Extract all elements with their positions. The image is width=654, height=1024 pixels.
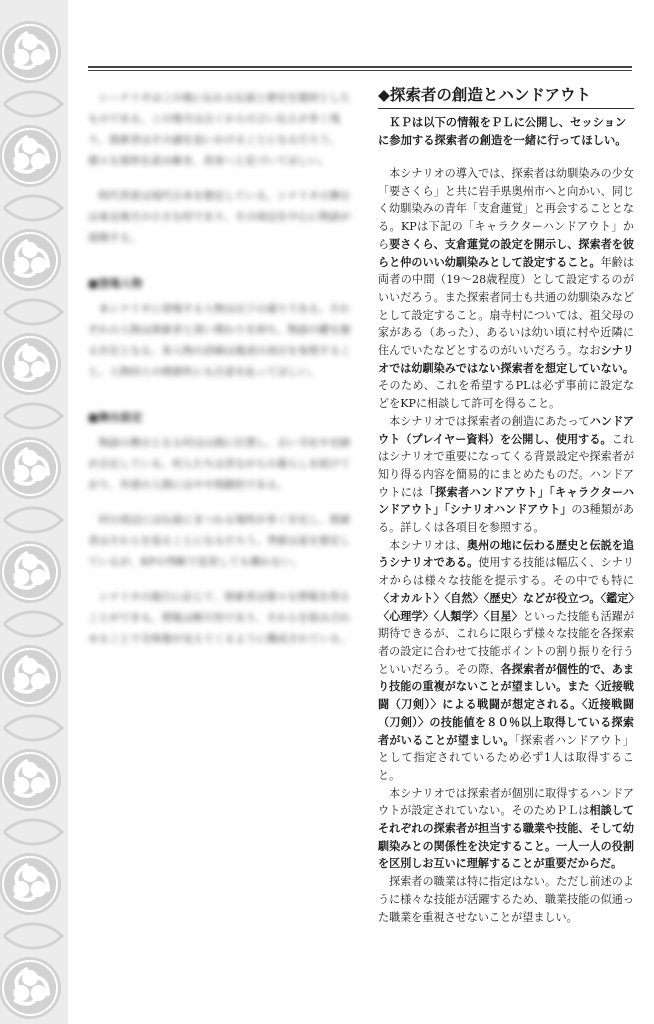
blurred-paragraph: 物語の舞台となる村は山間に位置し、古い寺社や史跡が点在している。村人たちは昔ながらの暮らしを続けており、外部の人間にはやや閉鎖的である。 <box>88 437 351 491</box>
text-run: といった技能も活躍が期待できるが、これらに限らず様々な技能を各探索者の設定に合わせて技能ポイントの割り振りを行うといいだろう。その際、 <box>378 609 634 676</box>
bold-run: 奥州の地に伝わる歴史と伝説を追うシナリオである。 <box>378 538 634 570</box>
bold-run: 要さくら、支倉蓮覚の設定を開示し、探索者を彼らと仲のいい幼馴染みとして設定すること。 <box>378 237 634 269</box>
text-run: 本シナリオの導入では、探索者は幼馴染みの少女「要さくら」と共に岩手県奥州市へと向かい、同じく幼馴染みの青年「支倉蓮覚」と再会することとなる。KPは下記の「キャラクターハンドアウト」から <box>378 167 634 251</box>
scroll-ornament-icon <box>4 924 62 948</box>
tomoe-crest-icon <box>0 0 68 1024</box>
scroll-ornament-icon <box>4 404 62 428</box>
tomoe-crest-icon <box>0 21 61 83</box>
text-run: 本シナリオは、 <box>389 538 467 552</box>
scroll-ornament-icon <box>4 508 62 532</box>
blurred-paragraph: 本シナリオに登場する人物は以下の通りである。それぞれの人物は探索者と深い関わりを持ち、物語の鍵を握る存在となる。各人物の詳細は後述の項目を参照すること。人物同士の関係性にも注意を払ってほしい。 <box>88 303 351 378</box>
text-run: 探索者の職業は特に指定はない。ただし前述のように様々な技能が活躍するため、職業技能の似通った職業を重視させないことが望ましい。 <box>378 875 634 924</box>
body-paragraph <box>378 537 634 785</box>
blurred-paragraph: シナリオの進行に応じて、探索者は様々な情報を得ることができる。情報は断片的であり、それらを組み合わせることで全体像が見えてくるように構成されている。 <box>88 591 351 645</box>
scroll-ornament-icon <box>4 196 62 220</box>
body-paragraph <box>378 165 634 413</box>
scroll-ornament-icon <box>4 612 62 636</box>
body-paragraph <box>378 785 634 874</box>
blurred-paragraphs <box>88 88 360 249</box>
blurred-paragraph: シーナリオはこの地に伝わる伝説と歴史を題材としたものである。この地方は古くからの言い伝えが多く残り、探索者はその謎を追いかけることになるだろう。様々な資料を読み解き、真実へと近づいてほしい。 <box>88 92 351 167</box>
blurred-paragraphs <box>88 299 360 383</box>
blurred-heading: ■舞台設定 <box>88 411 143 424</box>
tomoe-crest-icon <box>0 541 61 603</box>
body-paragraph <box>378 873 634 926</box>
tomoe-crest-icon <box>0 125 61 187</box>
right-column <box>378 84 634 1020</box>
left-column-blurred <box>88 88 360 1018</box>
tomoe-crest-icon <box>0 229 61 291</box>
tomoe-crest-icon <box>0 645 61 707</box>
tomoe-crest-icon <box>0 957 61 1019</box>
body-paragraph <box>378 413 634 537</box>
bold-run: 各探索者が個性的で、あまり技能の重複がないことが望ましい。また〈近接戦闘（刀剣）〉による戦闘が想定される。〈近接戦闘（刀剣）〉の技能値を８０％以上取得している探索者がいることが望ましい。 <box>378 662 634 747</box>
scroll-ornament-icon <box>4 716 62 740</box>
text-run: 「探索者ハンドアウト」として指定されているため必ず1人は取得すること。 <box>378 733 634 782</box>
text-run: 本シナリオでは探索者が個別に取得するハンドアウトが設定されていない。そのためＰＬは <box>378 786 634 818</box>
header-rule <box>88 66 632 71</box>
bold-run: 〈オカルト〉〈自然〉〈歴史〉などが役立つ。〈鑑定〉〈心理学〉〈人類学〉〈目星〉 <box>378 591 634 623</box>
text-run: 年齢は両者の中間（19〜28歳程度）として設定するのがいいだろう。また探索者同士も共通の幼馴染みなどとして設定すること。扇寺村については、祖父母の家がある（あった）、あるいは幼い頃に村や近隣に住んでいたなどとするのがいいだろう。なお <box>378 255 634 358</box>
text-run: 本シナリオでは探索者の創造にあたって <box>389 414 590 428</box>
tomoe-crest-icon <box>0 437 61 499</box>
text-run: そのため、これを希望するPLは必ず事前に設定などをKPに相談して許可を得ること。 <box>378 379 634 411</box>
bold-run: 相談してそれぞれの探索者が担当する職業や技能、そして幼馴染みとの関係性を決定すること。一人一人の役割を区別しお互いに理解することが重要だからだ。 <box>378 804 634 871</box>
body-text <box>378 165 634 926</box>
blurred-paragraph: 村の周辺には伝説にまつわる場所が多く存在し、探索者はそれらを巡ることになるだろう。季節は夏を想定しているが、KPの判断で変更しても構わない。 <box>88 514 351 568</box>
tomoe-crest-icon <box>0 853 61 915</box>
tomoe-crest-icon <box>0 333 61 395</box>
scroll-ornament-icon <box>4 92 62 116</box>
scroll-ornament-icon <box>4 820 62 844</box>
section-lead: ＫＰは以下の情報をＰＬに公開し、セッションに参加する探索者の創造を一緒に行ってほしい。 <box>378 115 627 147</box>
decorative-border <box>0 0 68 1024</box>
tomoe-crest-icon <box>0 749 61 811</box>
blurred-paragraph: 時代背景は現代日本を想定している。シナリオの舞台は東北地方の小さな村であり、その周辺を中心に物語が展開する。 <box>88 190 351 244</box>
section-title: ◆探索者の創造とハンドアウト <box>378 84 634 109</box>
text-run: の3種類がある。詳しくは各項目を参照する。 <box>378 503 634 535</box>
text-run: これはシナリオで重要になってくる背景設定や探索者が知り得る内容を簡易的にまとめたものだ。ハンドアウトには <box>378 432 634 499</box>
bold-run: ハンドアウト（プレイヤー資料）を公開し、使用する。 <box>378 414 634 446</box>
blurred-paragraphs <box>88 433 360 650</box>
bold-run: シナリオでは幼馴染みではない探索者を想定していない。 <box>378 344 634 375</box>
text-run: 使用する技能は幅広く、シナリオからは様々な技能を提示する。その中でも特に <box>378 556 634 588</box>
scroll-ornament-icon <box>4 300 62 324</box>
spacer <box>378 149 634 165</box>
blurred-heading: ■登場人物 <box>88 277 143 290</box>
bold-run: 「探索者ハンドアウト」「キャラクターハンドアウト」「シナリオハンドアウト」 <box>378 485 634 517</box>
